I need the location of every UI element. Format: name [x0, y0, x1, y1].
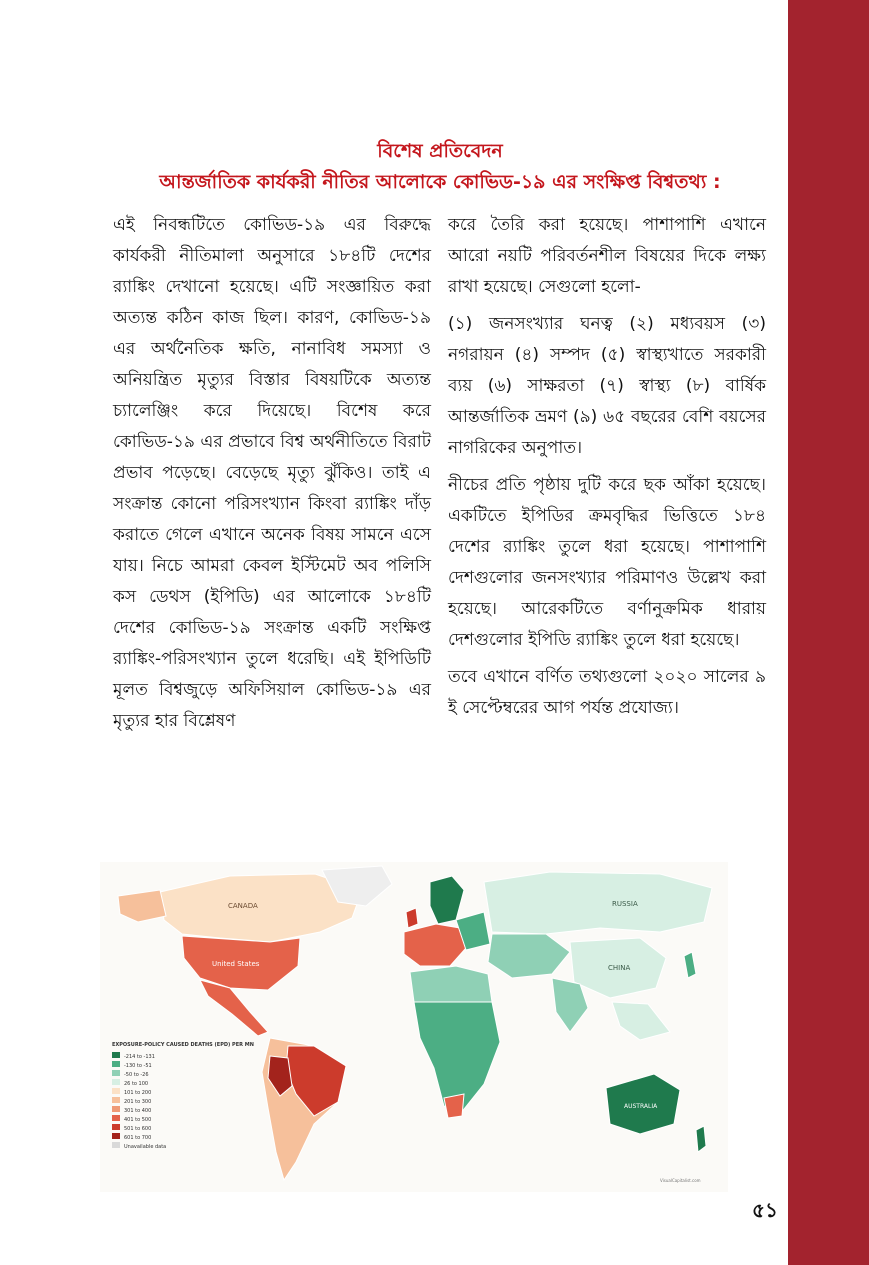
legend-label: Unavailable data [124, 1144, 167, 1150]
left-paragraph-1: এই নিবন্ধটিতে কোভিড-১৯ এর বিরুদ্ধে কার্যকরী নীতিমালা অনুসারে ১৮৪টি দেশের র‍্যাঙ্কিং দেখানো হয়েছে। এটি সংজ্ঞায়িত করা অত্যন্ত কঠিন কাজ ছিল। কারণ, কোভিড-১৯ এর অর্থনৈতিক ক্ষতি, নানাবিধ সমস্যা ও অনিয়ন্ত্রিত মৃত্যুর বিস্তার বিষয়টিকে অত্যন্ত চ্যালেঞ্জিং করে দিয়েছে। বিশেষ করে কোভিড-১৯ এর প্রভাবে বিশ্ব অর্থনীতিতে বিরাট প্রভাব পড়েছে। বেড়েছে মৃত্যু ঝুঁকিও। তাই এ সংক্রান্ত কোনো পরিসংখ্যান কিংবা র‍্যাঙ্কিং দাঁড় করাতে গেলে এখানে অনেক বিষয় সামনে এসে যায়। নিচে আমরা কেবল ইস্টিমেট অব পলিসি কস ডেথস (ইপিডি) এর আলোকে ১৮৪টি দেশের কোভিড-১৯ সংক্রান্ত একটি সংক্ষিপ্ত র‍্যাঙ্কিং-পরিসংখ্যান তুলে ধরেছি। এই ইপিডিটি মূলত বিশ্বজুড়ে অফিসিয়াল কোভিড-১৯ এর মৃত্যুর হার বিশ্লেষণ [113, 215, 431, 731]
legend-swatch [112, 1133, 120, 1139]
map-region-russia [484, 872, 712, 934]
label-united-states: United States [212, 960, 260, 968]
legend-swatch [112, 1088, 120, 1094]
label-china: CHINA [608, 964, 631, 972]
world-map-svg [100, 862, 728, 1192]
article-header [100, 138, 780, 196]
right-paragraph-2: (১) জনসংখ্যার ঘনত্ব (২) মধ্যবয়স (৩) নগরায়ন (৪) সম্পদ (৫) স্বাস্থ্যখাতে সরকারী ব্যয় (৬) সাক্ষরতা (৭) স্বাস্থ্য (৮) বার্ষিক আন্তর্জাতিক ভ্রমণ (৯) ৬৫ বছরের বেশি বয়সের নাগরিকের অনুপাত। [448, 314, 766, 458]
legend-title: EXPOSURE-POLICY CAUSED DEATHS (EPD) PER MN [112, 1042, 254, 1048]
legend-swatch [112, 1079, 120, 1085]
legend-label: -50 to -26 [124, 1072, 149, 1078]
map-credit: VisualCapitalist.com [660, 1178, 701, 1183]
legend-label: 601 to 700 [124, 1135, 152, 1141]
legend-swatch [112, 1142, 120, 1148]
legend-label: -130 to -51 [124, 1063, 152, 1069]
left-column [113, 210, 431, 743]
label-russia: RUSSIA [612, 900, 638, 908]
legend-label: 401 to 500 [124, 1117, 152, 1123]
legend-swatch [112, 1052, 120, 1058]
section-label: বিশেষ প্রতিবেদন [377, 140, 503, 162]
right-paragraph-4: তবে এখানে বর্ণিত তথ্যগুলো ২০২০ সালের ৯ ই সেপ্টেম্বরের আগ পর্যন্ত প্রযোজ্য। [448, 667, 766, 718]
label-canada: CANADA [228, 902, 258, 910]
legend-swatch [112, 1097, 120, 1103]
legend-swatch [112, 1070, 120, 1076]
legend-swatch [112, 1061, 120, 1067]
map-region-uk [406, 908, 418, 928]
right-column [448, 210, 766, 730]
legend-label: 301 to 400 [124, 1108, 152, 1114]
legend-label: 26 to 100 [124, 1081, 149, 1087]
page-number: ৫১ [752, 1198, 778, 1222]
side-color-band [788, 0, 869, 1265]
legend-swatch [112, 1124, 120, 1130]
legend-label: -214 to -131 [124, 1054, 155, 1060]
legend-label: 101 to 200 [124, 1090, 152, 1096]
right-paragraph-3: নীচের প্রতি পৃষ্ঠায় দুটি করে ছক আঁকা হয়েছে। একটিতে ইপিডির ক্রমবৃদ্ধির ভিত্তিতে ১৮৪ দেশের র‍্যাঙ্কিং তুলে ধরা হয়েছে। পাশাপাশি দেশগুলোর জনসংখ্যার পরিমাণও উল্লেখ করা হয়েছে। আরেকটিতে বর্ণানুক্রমিক ধারায় দেশগুলোর ইপিডি র‍্যাঙ্কিং তুলে ধরা হয়েছে। [448, 475, 766, 650]
world-map-figure [100, 862, 728, 1192]
label-australia: AUSTRALIA [624, 1103, 658, 1110]
legend-swatch [112, 1106, 120, 1112]
right-paragraph-1: করে তৈরি করা হয়েছে। পাশাপাশি এখানে আরো নয়টি পরিবর্তনশীল বিষয়ের দিকে লক্ষ্য রাখা হয়েছে। সেগুলো হলো- [448, 215, 766, 297]
legend-swatch [112, 1115, 120, 1121]
legend-label: 201 to 300 [124, 1099, 152, 1105]
legend-label: 501 to 600 [124, 1126, 152, 1132]
map-region-south-africa [444, 1094, 464, 1118]
article-title: আন্তর্জাতিক কার্যকরী নীতির আলোকে কোভিড-১৯ এর সংক্ষিপ্ত বিশ্বতথ্য : [159, 171, 721, 193]
